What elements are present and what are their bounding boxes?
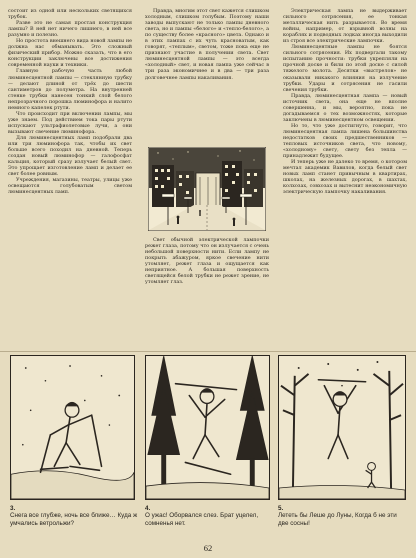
caption-panel-3 [10, 505, 140, 527]
comic-panel-5 [278, 355, 406, 500]
caption-number: 4. [145, 505, 151, 512]
paragraph: И теперь уже не далеко то время, о котором мечтал академик Вавилов, когда белый свет новых ламп станет привычным в квартирах, школах, на железных дорогах, в шахтах, колхозах, совхозах и вытеснит неэкономичную электрическую лампочку накаливания. [283, 159, 407, 196]
paragraph: Главную рабочую часть любой люминесцентной лампы — стеклянную трубку — делают длиной от трёх до шести сантиметров до полуметра. На внутренней стенке трубки нанесен тонкий слой белого непрозрачного порошка люминофора и налито немного капелек ртути. [8, 68, 132, 111]
caption-number: 5. [278, 505, 284, 512]
text-column-2-bottom [145, 237, 269, 285]
caption-text: Лететь бы Лешe до Луны, Когда б не эти две сосны! [278, 512, 397, 527]
text-column-1 [8, 8, 132, 195]
paragraph: Что происходит при включении лампы, мы уже знаем. Под действием тока пары ртути испускают ультрафиолетовые лучи, а они вызывают свечение люминофора. [8, 110, 132, 135]
paragraph: Разве это не самая простая конструкция лампы? В ней нет ничего лишнего, в ней все разумно и полезно. [8, 20, 132, 39]
paragraph: Люминесцентные лампы не боятся сильного сотрясения. Их подвергали такому испытанию прочности: трубки укрепляли на прочной доске и били по этой доске с силой тяжелого молота. Десятки «выстрелов» не оказывали никакого влияния на излучение трубки. Удары и сотрясения не гасили свечения трубки. [283, 44, 407, 93]
section-divider [0, 351, 416, 352]
text-column-2 [145, 8, 269, 285]
paragraph: состоит из одной или нескольких светящихся трубок. [8, 8, 132, 21]
comic-panel-4 [145, 355, 270, 500]
paragraph: Правда, люминесцентная лампа — новый источник света, она еще не вполне совершенна, и мы, вероятно, пока не догадываемся о тех возможностях, которые заключены в люминесцентном освещении. [283, 92, 407, 123]
paragraph: Правда, многим этот свет кажется слишком холодным, слишком голубым. Поэтому наши заводы выпускают не только лампы дневного света, но и лампы «белого» и «тепло-белого», а по существу более «красного» цвета. Однако и в этих лампах с их чуть красноватым, как говорят, «теплым», светом, тоже пока еще не признают участие в получении света. Свет люминесцентной лампы — это всегда «холодный» свет, и новая лампа уже сейчас в три раза экономичнее и в два — три раза долговечнее лампы накаливания. [145, 8, 269, 81]
paragraph: Электрическая лампа не выдерживает сильного сотрясения, ее тонкая металлическая нить разрывается. Во время войны, например, от взрывной волны на кораблях и подводных лодках иногда выходили из строя все электрические лампочки. [283, 8, 407, 45]
page-number: 62 [203, 543, 213, 553]
street-night-illustration [148, 147, 266, 231]
paragraph: Для люминесцентных ламп подобрали два или три люминофора так, чтобы их свет больше всего походил на дневной. Теперь создан новый люминофор — галофосфат кальция, который сразу излучает белый свет. Это упрощает изготовление ламп и делает ее свет более ровным. [8, 134, 132, 178]
caption-panel-4 [145, 505, 275, 527]
paragraph: Свет обычной электрической лампочки режет глаза, потому что он излучается с очень небольшой поверхности нити. Если лампу не покрыть абажуром, яркое свечение нити утомляет, режет глаза и ощущается как неприятное. А большая поверхность светящейся белой трубки не режет зрение, не утомляет глаз. [145, 237, 269, 286]
caption-panel-5 [278, 505, 408, 527]
caption-number: 3. [10, 505, 16, 512]
caption-text: О ужас! Оборвался слез. Брат уцелел, сомненья нет. [145, 512, 259, 527]
text-column-2-top [145, 8, 269, 143]
caption-text: Снега все глубже, ночь все ближе… Куда ж умчались ветрольжи? [10, 512, 138, 527]
paragraph: Но то, что уже достигнуто, говорит, что люминесцентная лампа лишена большинства недостатков своих предшественников — тепловых источников света, что новому, «холодному» свету, свету без тепла — принадлежит будущее. [283, 122, 407, 160]
text-column-3 [283, 8, 407, 195]
comic-panel-3 [10, 355, 135, 500]
paragraph: Учреждения, магазины, театры, улицы уже освещаются голубоватым светом люминесцентных ламп. [8, 177, 132, 196]
paragraph: Но простота внешнего вида новой лампы не должна нас обманывать. Это сложный физический прибор. Можно сказать, что в его конструкции заключены все достижения современной науки и техники. [8, 38, 132, 69]
